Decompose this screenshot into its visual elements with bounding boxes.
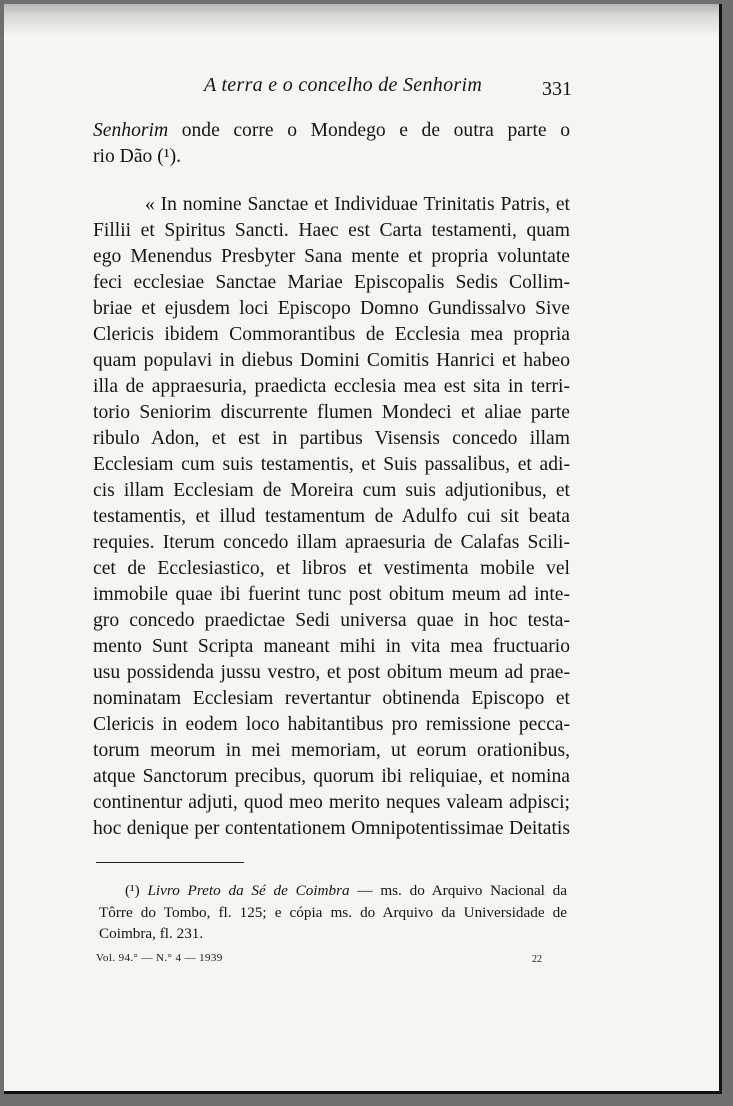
text-line: continentur adjuti, quod meo merito neques valeam adpisci; — [93, 792, 570, 813]
paragraph-gap — [93, 170, 570, 192]
text-line: immobile quae ibi fuerint tunc post obitum meum ad inte- — [93, 584, 570, 605]
signature-mark: 22 — [532, 954, 542, 965]
text-line: « In nomine Sanctae et Individuae Trinitatis Patris, et — [145, 194, 570, 215]
footnote-line-3: Coimbra, fl. 231. — [99, 925, 204, 942]
place-name-italic: Senhorim — [93, 120, 169, 141]
text-line: briae et ejusdem loci Episcopo Domno Gundissalvo Sive — [93, 298, 570, 319]
footnotes — [99, 880, 567, 945]
text-line: usu possidenda jussu vestro, et post obitum meum ad prae- — [93, 662, 570, 683]
text-line: illa de appraesuria, praedicta ecclesia mea est sita in terri- — [93, 376, 570, 397]
text-line: feci ecclesiae Sanctae Mariae Episcopalis Sedis Collim- — [93, 272, 570, 293]
text-line: testamentis, et illud testamentum de Adulfo cui sit beata — [93, 506, 570, 527]
scan-shadow — [4, 4, 719, 36]
text-line: nominatam Ecclesiam revertantur obtinenda Episcopo et — [93, 688, 570, 709]
text-line: cis illam Ecclesiam de Moreira cum suis adjutionibus, et — [93, 480, 570, 501]
book-page — [4, 4, 722, 1094]
paragraph-1-line-2: rio Dão (¹). — [93, 146, 182, 167]
text-line: cet de Ecclesiastico, et libros et vestimenta mobile vel — [93, 558, 570, 579]
paragraph-1-line-1: Senhorim onde corre o Mondego e de outra parte o — [93, 120, 570, 141]
text-line: torio Seniorim discurrente flumen Mondeci et aliae parte — [93, 402, 570, 423]
text-line: Fillii et Spiritus Sancti. Haec est Carta testamenti, quam — [93, 220, 570, 241]
text-line: ego Menendus Presbyter Sana mente et propria voluntate — [93, 246, 570, 267]
footnote-divider — [96, 862, 244, 863]
main-text — [93, 118, 570, 842]
text-line: torum meorum in mei memoriam, ut eorum orationibus, — [93, 740, 570, 761]
volume-info: Vol. 94.° — N.° 4 — 1939 — [96, 952, 223, 964]
text-line: requies. Iterum concedo illam apraesuria de Calafas Scili- — [93, 532, 570, 553]
text-line: ribulo Adon, et est in partibus Visensis concedo illam — [93, 428, 570, 449]
footnote-line-2: Tôrre do Tombo, fl. 125; e cópia ms. do Arquivo da Universidade de — [99, 903, 567, 921]
page-number: 331 — [542, 78, 572, 100]
text-line: Ecclesiam cum suis testamentis, et Suis passalibus, et adi- — [93, 454, 570, 475]
text-line: quam populavi in diebus Domini Comitis Hanrici et habeo — [93, 350, 570, 371]
running-title: A terra e o concelho de Senhorim — [204, 74, 483, 96]
latin-charter-paragraph — [93, 192, 570, 842]
text-line: atque Sanctorum precibus, quorum ibi reliquiae, et nomina — [93, 766, 570, 787]
text-line: mento Sunt Scripta maneant mihi in vita mea fructuario — [93, 636, 570, 657]
text-line: hoc denique per contentationem Omnipotentissimae Deitatis — [93, 818, 570, 839]
footnote-source-title: Livro Preto da Sé de Coimbra — [147, 882, 350, 899]
text-line: Clericis ibidem Commorantibus de Ecclesia mea propria — [93, 324, 570, 345]
text-line: Clericis in eodem loco habitantibus pro remissione pecca- — [93, 714, 570, 735]
text-line: gro concedo praedictae Sedi universa quae in hoc testa- — [93, 610, 570, 631]
footnote-line-1: (¹) Livro Preto da Sé de Coimbra — ms. do Arquivo Nacional da — [125, 882, 567, 899]
